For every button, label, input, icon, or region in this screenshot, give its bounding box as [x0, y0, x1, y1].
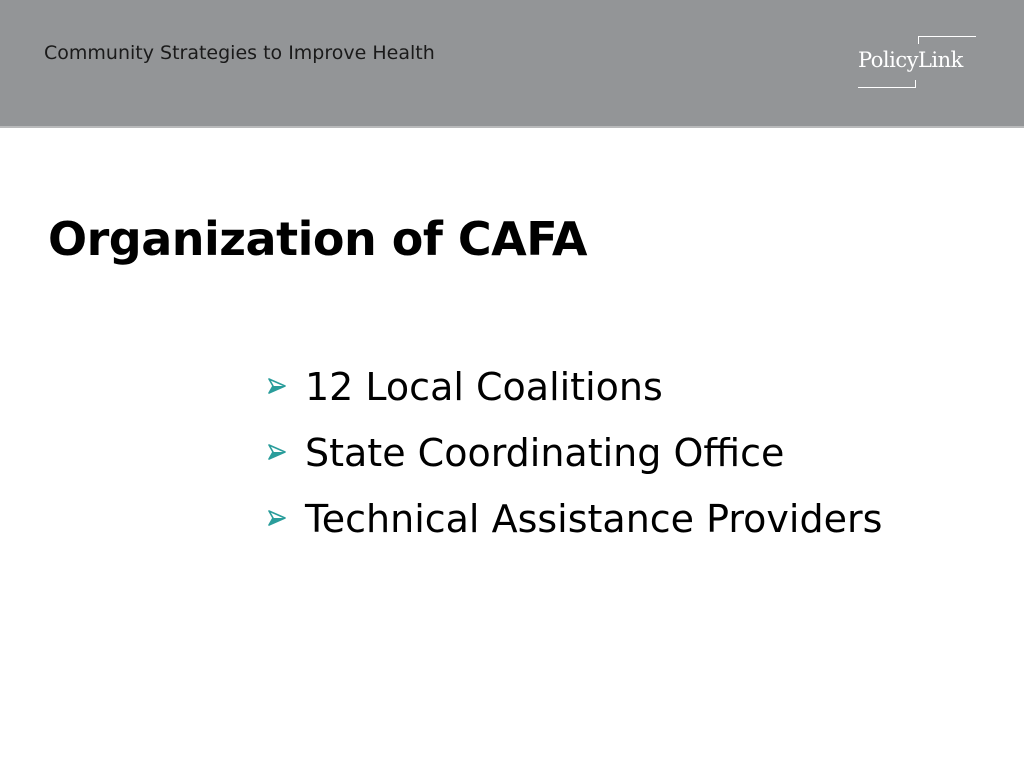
- bullet-text: State Coordinating Office: [305, 431, 785, 475]
- bullet-item: [268, 430, 882, 496]
- slide-title: Organization of CAFA: [48, 212, 587, 266]
- bullet-text: 12 Local Coalitions: [305, 365, 663, 409]
- bullet-text: Technical Assistance Providers: [305, 497, 883, 541]
- logo-bottom-rule: [858, 87, 916, 88]
- arrowhead-bullet-icon: [268, 443, 286, 461]
- logo-top-tick: [918, 36, 919, 44]
- logo-bottom-tick: [915, 80, 916, 88]
- logo-top-rule: [918, 36, 976, 37]
- policylink-logo: [856, 36, 980, 90]
- arrowhead-bullet-icon: [268, 377, 286, 395]
- header-band: [0, 0, 1024, 128]
- bullet-item: [268, 496, 882, 562]
- bullet-item: [268, 364, 882, 430]
- bullet-list: [268, 364, 882, 562]
- logo-text: PolicyLink: [858, 48, 963, 72]
- header-title: Community Strategies to Improve Health: [44, 42, 435, 64]
- arrowhead-bullet-icon: [268, 509, 286, 527]
